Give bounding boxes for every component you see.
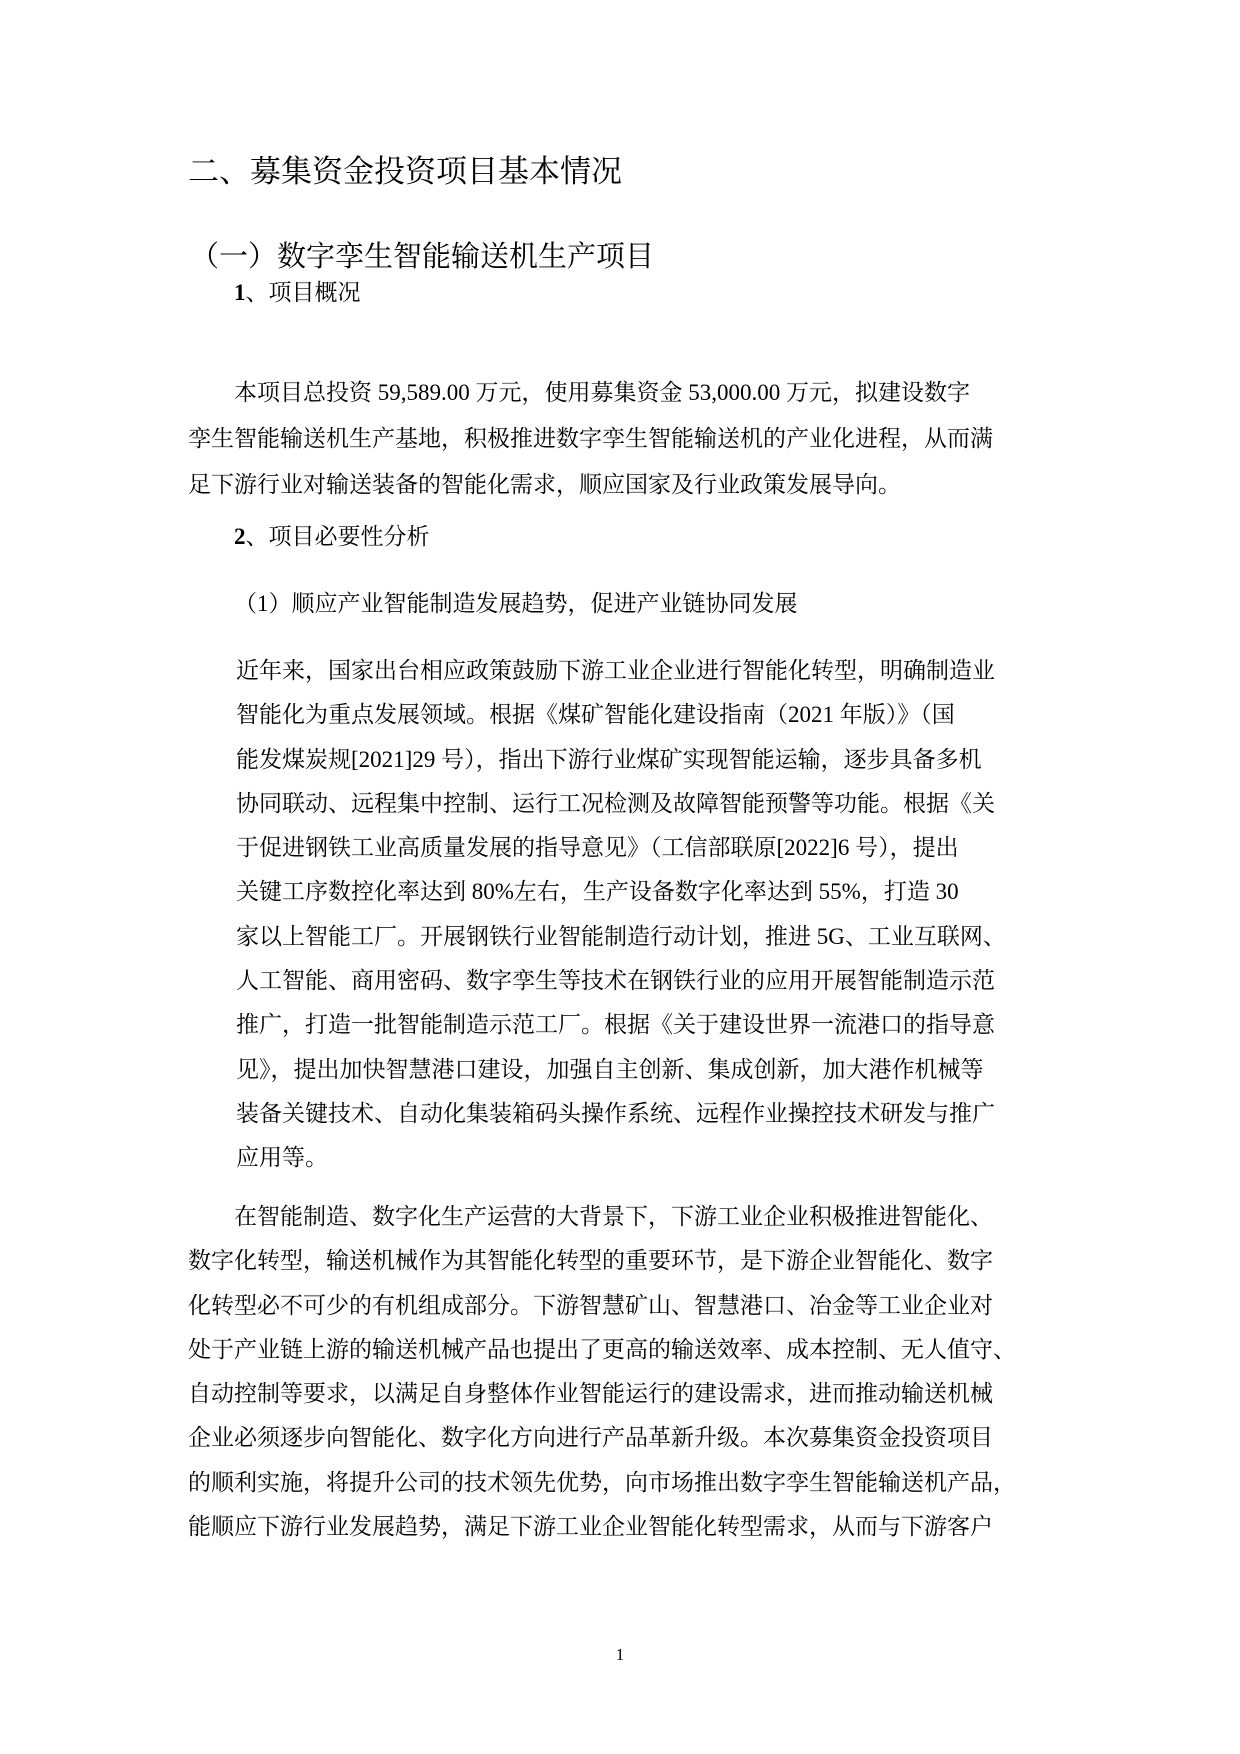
paragraph-line: 人工智能、商用密码、数字孪生等技术在钢铁行业的应用开展智能制造示范 (236, 968, 995, 994)
paragraph-line: 的顺利实施，将提升公司的技术领先优势，向市场推出数字孪生智能输送机产品， (188, 1469, 1016, 1495)
subheading-number: 2 (234, 524, 246, 549)
paragraph-line: 自动控制等要求，以满足自身整体作业智能运行的建设需求，进而推动输送机械 (188, 1381, 993, 1407)
paragraph-line: 家以上智能工厂。开展钢铁行业智能制造行动计划，推进 5G、工业互联网、 (236, 923, 1006, 949)
background-paragraph (188, 1195, 1068, 1549)
paragraph-line: 数字化转型，输送机械作为其智能化转型的重要环节，是下游企业智能化、数字 (188, 1248, 993, 1274)
paragraph-line: 处于产业链上游的输送机械产品也提出了更高的输送效率、成本控制、无人值守、 (188, 1336, 1016, 1362)
section-heading-1: 二、募集资金投资项目基本情况 (188, 154, 622, 190)
paragraph-line: 装备关键技术、自动化集装箱码头操作系统、远程作业操控技术研发与推广 (236, 1100, 995, 1126)
paragraph-line: 能顺应下游行业发展趋势，满足下游工业企业智能化转型需求，从而与下游客户 (188, 1514, 993, 1540)
paragraph-line: 关键工序数控化率达到 80%左右，生产设备数字化率达到 55%，打造 30 (236, 879, 959, 905)
subheading-necessity-analysis (234, 520, 430, 554)
subheading-title: 、项目概况 (245, 280, 361, 305)
subheading-number: 1 (234, 280, 246, 305)
paragraph-line: 应用等。 (236, 1145, 328, 1171)
paragraph-line: 近年来，国家出台相应政策鼓励下游工业企业进行智能化转型，明确制造业 (236, 658, 995, 683)
paragraph-line: 足下游行业对输送装备的智能化需求，顺应国家及行业政策发展导向。 (188, 472, 901, 497)
paragraph-line: 能发煤炭规[2021]29 号），指出下游行业煤矿实现智能运输，逐步具备多机 (236, 746, 982, 772)
paragraph-line: 见》，提出加快智慧港口建设，加强自主创新、集成创新，加大港作机械等 (236, 1056, 984, 1082)
subheading-project-overview (234, 276, 361, 310)
paragraph-line: 推广，打造一批智能制造示范工厂。根据《关于建设世界一流港口的指导意 (236, 1012, 995, 1038)
paragraph-line: 智能化为重点发展领域。根据《煤矿智能化建设指南（2021 年版）》（国 (236, 702, 955, 728)
subsection-heading: （1）顺应产业智能制造发展趋势，促进产业链协同发展 (234, 591, 798, 616)
policy-paragraph (236, 649, 1066, 1181)
paragraph-line: 孪生智能输送机生产基地，积极推进数字孪生智能输送机的产业化进程，从而满 (188, 426, 993, 451)
overview-paragraph (188, 370, 1068, 508)
paragraph-line: 化转型必不可少的有机组成部分。下游智慧矿山、智慧港口、冶金等工业企业对 (188, 1292, 993, 1318)
paragraph-line: 于促进钢铁工业高质量发展的指导意见》（工信部联原[2022]6 号），提出 (236, 835, 959, 861)
paragraph-line: 协同联动、远程集中控制、运行工况检测及故障智能预警等功能。根据《关 (236, 790, 995, 816)
page-number: 1 (615, 1645, 625, 1664)
paragraph-line: 在智能制造、数字化生产运营的大背景下，下游工业企业积极推进智能化、 (234, 1204, 993, 1229)
section-heading-2: （一）数字孪生智能输送机生产项目 (190, 239, 655, 273)
paragraph-line: 企业必须逐步向智能化、数字化方向进行产品革新升级。本次募集资金投资项目 (188, 1425, 993, 1451)
paragraph-line: 本项目总投资 59,589.00 万元，使用募集资金 53,000.00 万元，拟建设数字 (234, 380, 970, 405)
subheading-title: 、项目必要性分析 (245, 524, 430, 549)
